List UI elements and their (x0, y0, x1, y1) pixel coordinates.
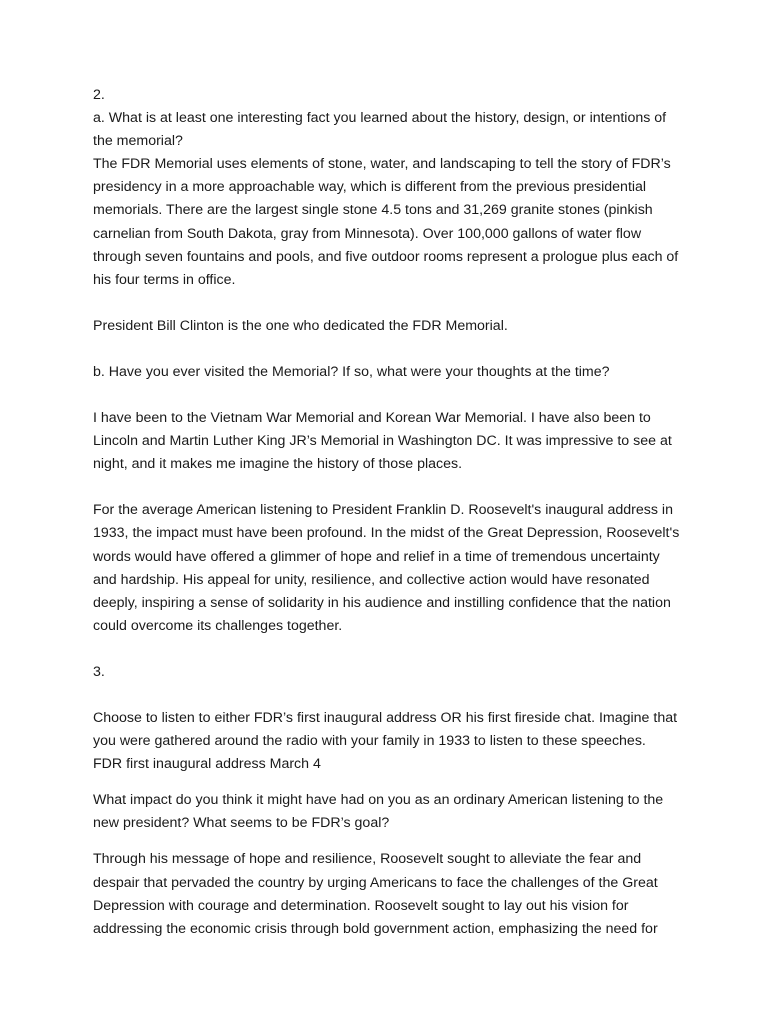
answer-b: I have been to the Vietnam War Memorial and Korean War Memorial. I have also been to Lincoln and Martin Luther King JR’s Memorial in Washington DC. It was impressive to see at night, and it makes me imagine the history of those places. (93, 410, 672, 473)
section-3-prompt: Choose to listen to either FDR’s first inaugural address OR his first fireside chat. Imagine that you were gathered around the radio with your family in 1933 to listen to these speeches. (93, 709, 678, 750)
question-a: a. What is at least one interesting fact you learned about the history, design, or intentions of the memorial? (93, 110, 667, 150)
answer-a: The FDR Memorial uses elements of stone, water, and landscaping to tell the story of FDR’s presidency in a more approachable way, which is different from the previous presidential memorials. There are the largest single stone 4.5 tons and 31,269 granite stones (pinkish carnelian from South Dakota, gray from Minnesota). Over 100,000 gallons of water flow through seven fountains and pools, and five outdoor rooms represent a prologue plus each of his four terms in office. (93, 156, 679, 288)
section-3-answer: Through his message of hope and resilience, Roosevelt sought to alleviate the fear and despair that pervaded the country by urging Americans to face the challenges of the Great Depression with courage and determination. Roosevelt sought to lay out his vision for addressing the economic crisis through bold government action, emphasizing the need for (93, 851, 658, 937)
section-3-question: What impact do you think it might have had on you as an ordinary American listening to the new president? What seems to be FDR’s goal? (93, 792, 664, 832)
section-2-number: 2. (93, 87, 105, 103)
impact-paragraph: For the average American listening to President Franklin D. Roosevelt's inaugural address in 1933, the impact must have been profound. In the midst of the Great Depression, Roosevelt's words would have offered a glimmer of hope and relief in a time of tremendous uncertainty and hardship. His appeal for unity, resilience, and collective action would have resonated deeply, inspiring a sense of solidarity in his audience and instilling confidence that the nation could overcome its challenges together. (93, 502, 680, 634)
speech-choice: FDR first inaugural address March 4 (93, 756, 321, 773)
question-b: b. Have you ever visited the Memorial? If so, what were your thoughts at the time? (93, 363, 610, 380)
section-3-number: 3. (93, 663, 105, 680)
document-page (93, 84, 683, 941)
dedication-text: President Bill Clinton is the one who dedicated the FDR Memorial. (93, 317, 508, 334)
